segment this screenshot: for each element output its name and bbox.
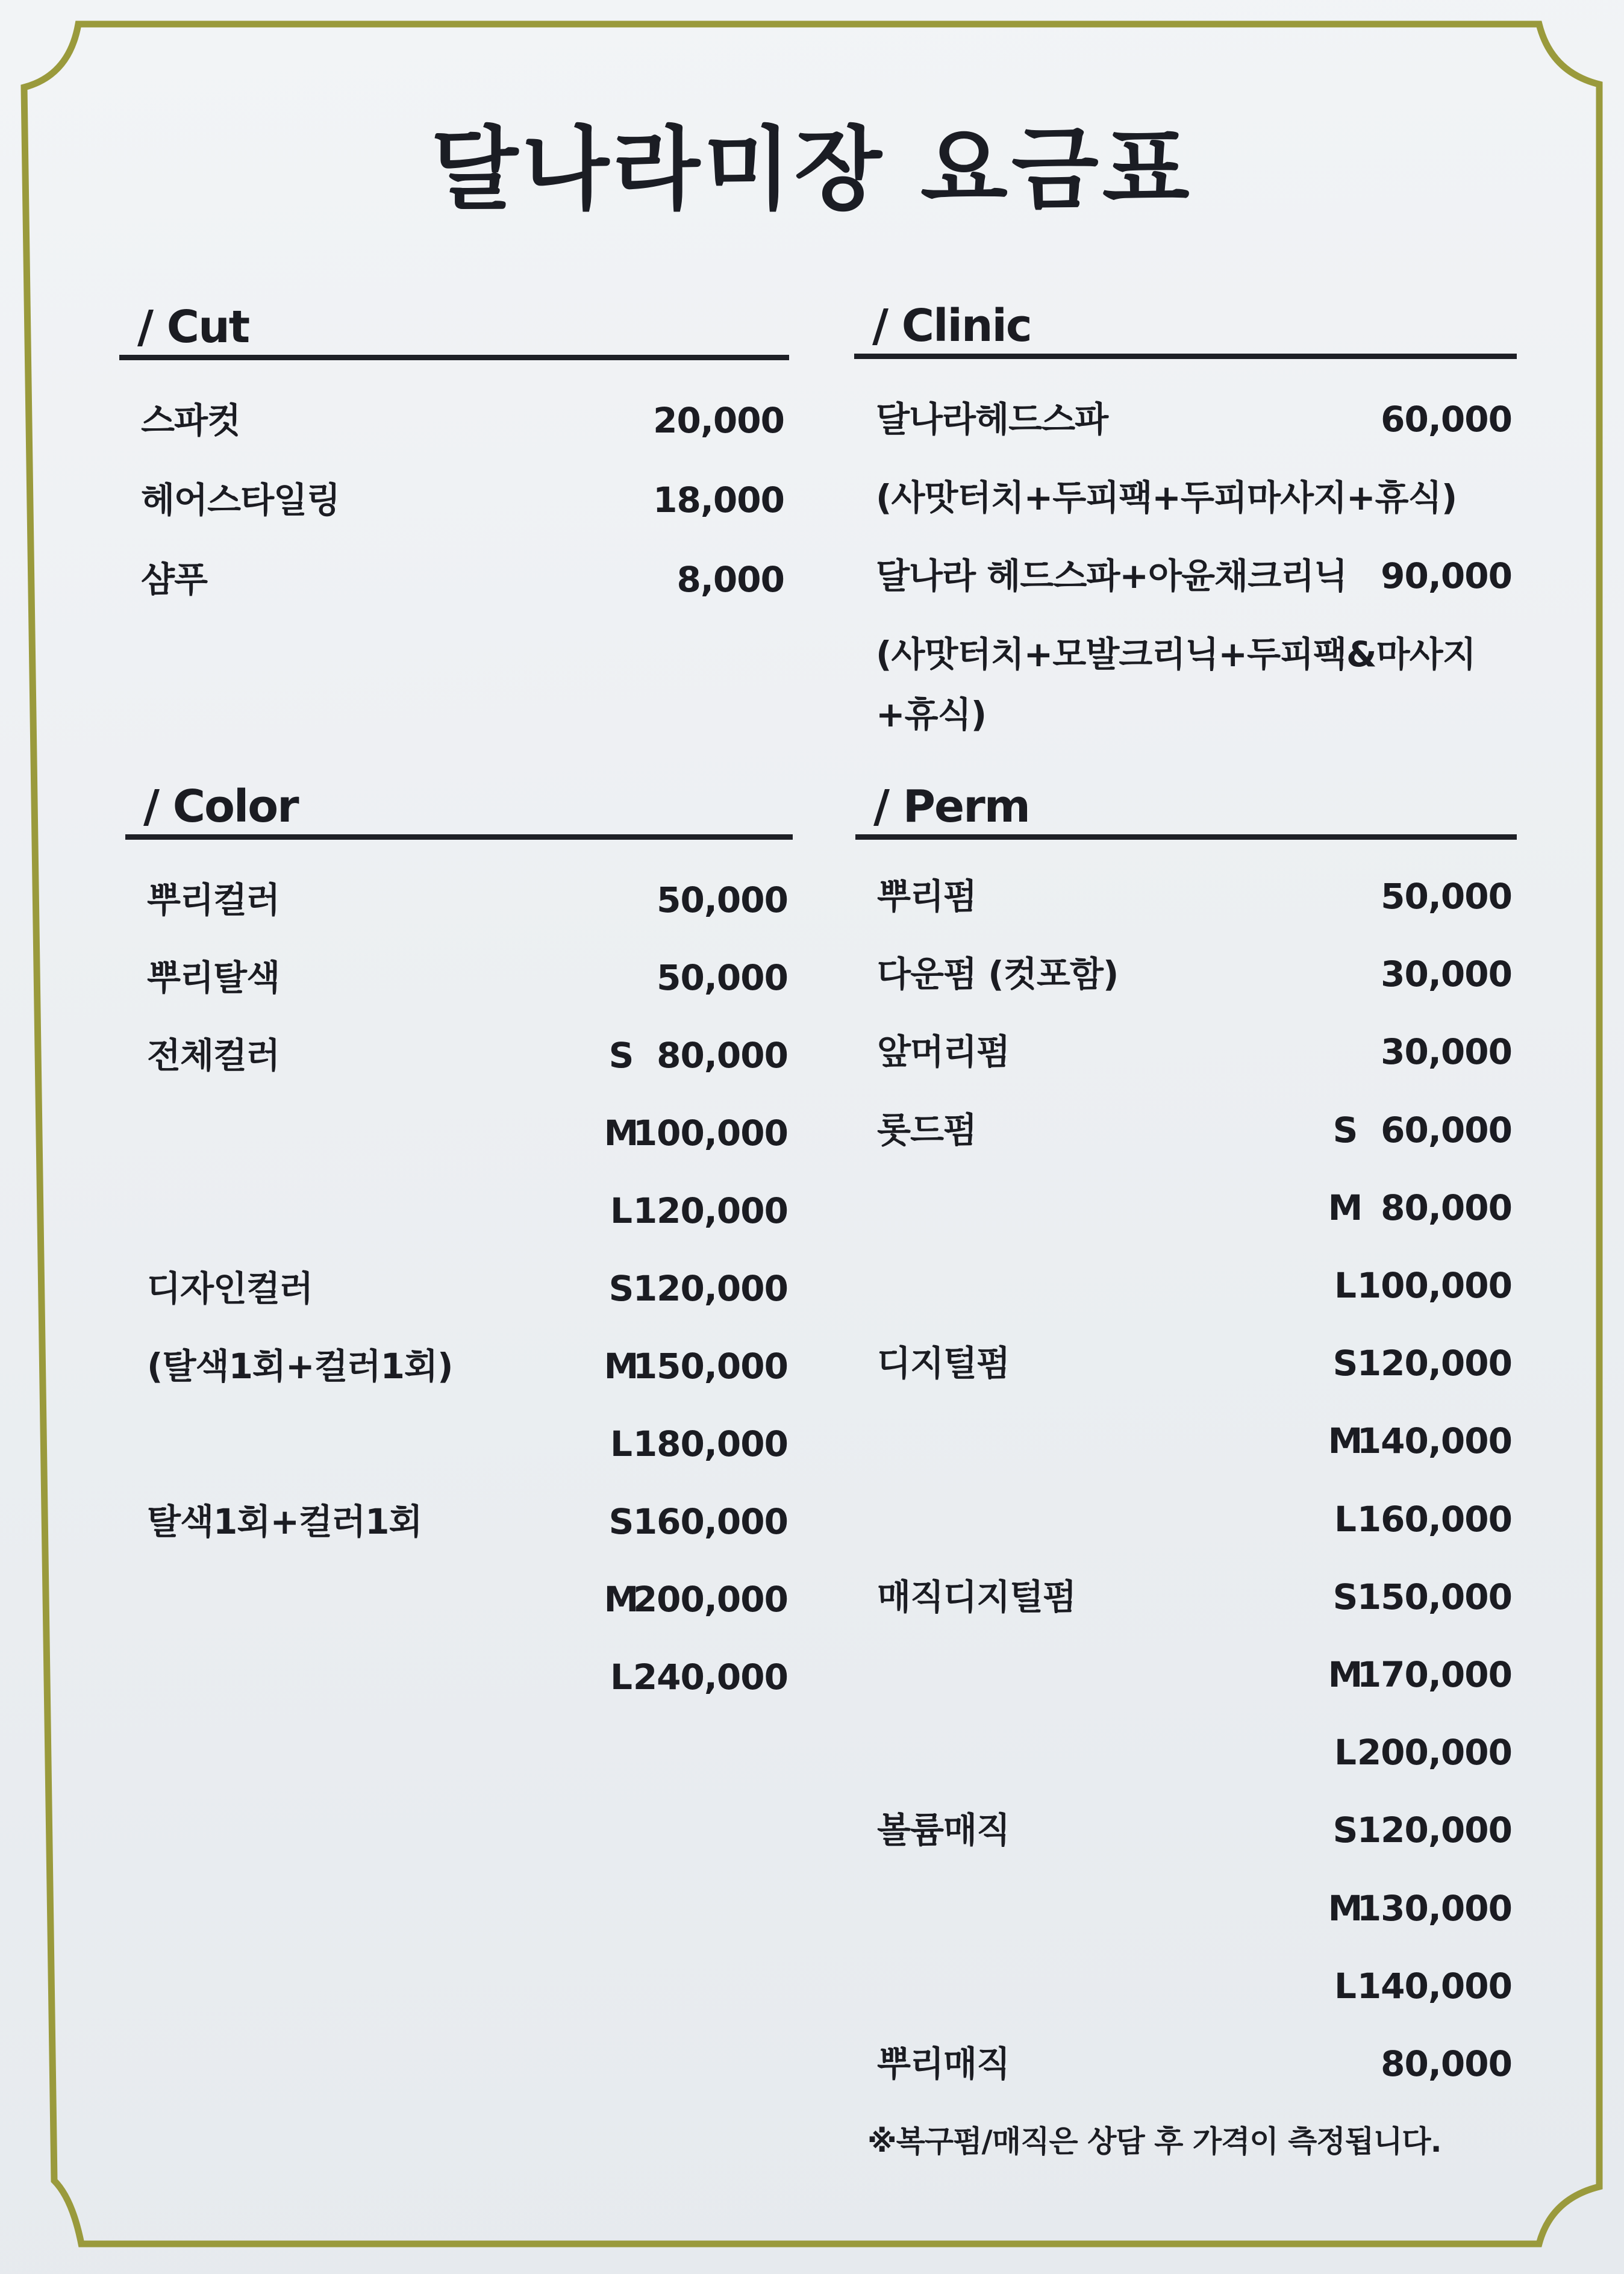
perm-item-name: 다운펌 (컷포함) (877, 954, 1119, 995)
perm-price-row (855, 1800, 1517, 1860)
perm-item-name: 디지털펌 (877, 1343, 1010, 1384)
color-item-size: L (610, 1423, 632, 1464)
clinic-item-name: (사맛터치+모발크리닉+두피팩&마사지+휴식) (876, 634, 1476, 735)
perm-item-price: 170,000 (1357, 1654, 1512, 1695)
cut-price-row (119, 470, 789, 530)
cut-item-name: 샴푸 (141, 559, 208, 600)
color-item-name: 디자인컬러 (147, 1268, 313, 1309)
perm-item-size: S (1332, 1576, 1358, 1617)
clinic-item-name: (사맛터치+두피팩+두피마사지+휴식) (876, 477, 1457, 518)
perm-item-price: 80,000 (1381, 2043, 1512, 2084)
color-item-size: L (610, 1657, 632, 1698)
perm-item-price: 30,000 (1381, 954, 1512, 995)
perm-item-name: 매직디지털펌 (877, 1576, 1076, 1617)
perm-price-row (855, 944, 1517, 1004)
clinic-price-row (854, 389, 1517, 449)
color-item-size: L (610, 1190, 632, 1231)
color-price-row (125, 870, 793, 930)
perm-item-price: 60,000 (1381, 1109, 1512, 1151)
perm-item-size: M (1328, 1887, 1363, 1929)
color-item-size: M (604, 1346, 639, 1387)
color-item-name: 전체컬러 (147, 1035, 280, 1076)
color-item-size: S (608, 1501, 634, 1542)
color-item-price: 240,000 (632, 1657, 788, 1698)
color-item-name: 탈색1회+컬러1회 (147, 1501, 422, 1542)
color-header: / Color (125, 781, 793, 840)
color-item-price: 180,000 (632, 1423, 788, 1464)
clinic-price-row (854, 624, 1517, 735)
clinic-item-name: 달나라 헤드스파+아윤채크리닉 (876, 555, 1348, 596)
perm-item-price: 30,000 (1381, 1031, 1512, 1073)
perm-item-size: L (1334, 1265, 1356, 1306)
perm-item-name: 앞머리펌 (877, 1031, 1010, 1073)
color-item-size: S (608, 1035, 634, 1076)
clinic-item-price: 90,000 (1381, 555, 1512, 596)
clinic-price-row (854, 467, 1517, 528)
perm-item-price: 50,000 (1381, 876, 1512, 917)
perm-price-row (855, 1100, 1517, 1160)
perm-item-price: 80,000 (1381, 1187, 1512, 1228)
clinic-item-name: 달나라헤드스파 (876, 399, 1108, 440)
color-price-row (125, 948, 793, 1008)
page-title: 달나라미장 요금표 (431, 117, 1193, 222)
perm-item-price: 140,000 (1357, 1965, 1512, 2007)
color-price-row (125, 1258, 793, 1319)
perm-item-size: S (1332, 1810, 1358, 1851)
perm-item-price: 100,000 (1357, 1265, 1512, 1306)
cut-price-row (119, 390, 789, 451)
perm-price-row (855, 1255, 1517, 1316)
color-price-row (125, 1025, 793, 1085)
color-price-row (125, 1414, 793, 1474)
perm-item-name: 롯드펌 (877, 1109, 977, 1151)
perm-price-row (855, 1878, 1517, 1938)
color-price-row (125, 1492, 793, 1552)
perm-item-name: 뿌리펌 (877, 876, 977, 917)
perm-note: ※복구펌/매직은 상담 후 가격이 측정됩니다. (867, 2124, 1441, 2159)
color-item-size: S (608, 1268, 634, 1309)
cut-item-price: 18,000 (653, 479, 784, 520)
perm-price-row (855, 866, 1517, 926)
color-item-size: M (604, 1579, 639, 1620)
color-item-price: 50,000 (657, 879, 788, 920)
cut-item-price: 20,000 (653, 400, 784, 441)
perm-item-price: 150,000 (1357, 1576, 1512, 1617)
cut-item-name: 스파컷 (141, 400, 241, 441)
perm-item-price: 120,000 (1357, 1343, 1512, 1384)
color-item-price: 150,000 (632, 1346, 788, 1387)
color-item-name: 뿌리컬러 (147, 879, 280, 920)
color-price-row (125, 1336, 793, 1396)
perm-item-size: M (1328, 1420, 1363, 1462)
perm-item-size: M (1328, 1654, 1363, 1695)
color-price-row (125, 1181, 793, 1241)
color-item-price: 120,000 (632, 1190, 788, 1231)
clinic-item-price: 60,000 (1381, 399, 1512, 440)
color-item-name: (탈색1회+컬러1회) (147, 1346, 453, 1387)
color-price-row (125, 1569, 793, 1629)
clinic-header: / Clinic (854, 300, 1517, 359)
color-item-price: 100,000 (632, 1113, 788, 1154)
perm-header: / Perm (855, 781, 1517, 840)
cut-section (119, 301, 789, 614)
color-item-size: M (604, 1113, 639, 1154)
perm-price-row (855, 1956, 1517, 2016)
perm-section (855, 781, 1517, 2196)
cut-header: / Cut (119, 301, 789, 360)
color-section (125, 781, 793, 1714)
color-item-price: 160,000 (632, 1501, 788, 1542)
clinic-section (854, 300, 1517, 735)
perm-item-price: 130,000 (1357, 1887, 1512, 1929)
perm-price-row (855, 1645, 1517, 1705)
perm-price-row (855, 1722, 1517, 1782)
cut-item-name: 헤어스타일링 (141, 479, 340, 520)
perm-price-row (855, 2034, 1517, 2094)
cut-price-row (119, 549, 789, 610)
perm-price-row (855, 1489, 1517, 1549)
color-item-name: 뿌리탈색 (147, 957, 280, 998)
perm-price-row (855, 1567, 1517, 1627)
perm-item-name: 뿌리매직 (877, 2043, 1010, 2084)
perm-item-price: 140,000 (1357, 1420, 1512, 1462)
clinic-price-row (854, 546, 1517, 606)
color-item-price: 50,000 (657, 957, 788, 998)
perm-item-size: L (1334, 1732, 1356, 1773)
perm-price-row (855, 1178, 1517, 1238)
perm-item-name: 볼륨매직 (877, 1810, 1010, 1851)
perm-item-size: S (1332, 1343, 1358, 1384)
perm-price-row (855, 1022, 1517, 1082)
color-item-price: 120,000 (632, 1268, 788, 1309)
perm-item-size: L (1334, 1498, 1356, 1540)
perm-price-row (855, 1411, 1517, 1471)
color-price-row (125, 1647, 793, 1707)
perm-item-size: M (1328, 1187, 1363, 1228)
perm-price-row (855, 1333, 1517, 1393)
color-item-price: 200,000 (632, 1579, 788, 1620)
color-item-price: 80,000 (657, 1035, 788, 1076)
cut-item-price: 8,000 (676, 559, 784, 600)
perm-item-price: 200,000 (1357, 1732, 1512, 1773)
perm-item-size: S (1332, 1109, 1358, 1151)
perm-item-price: 120,000 (1357, 1810, 1512, 1851)
color-price-row (125, 1103, 793, 1163)
perm-item-size: L (1334, 1965, 1356, 2007)
perm-item-price: 160,000 (1357, 1498, 1512, 1540)
